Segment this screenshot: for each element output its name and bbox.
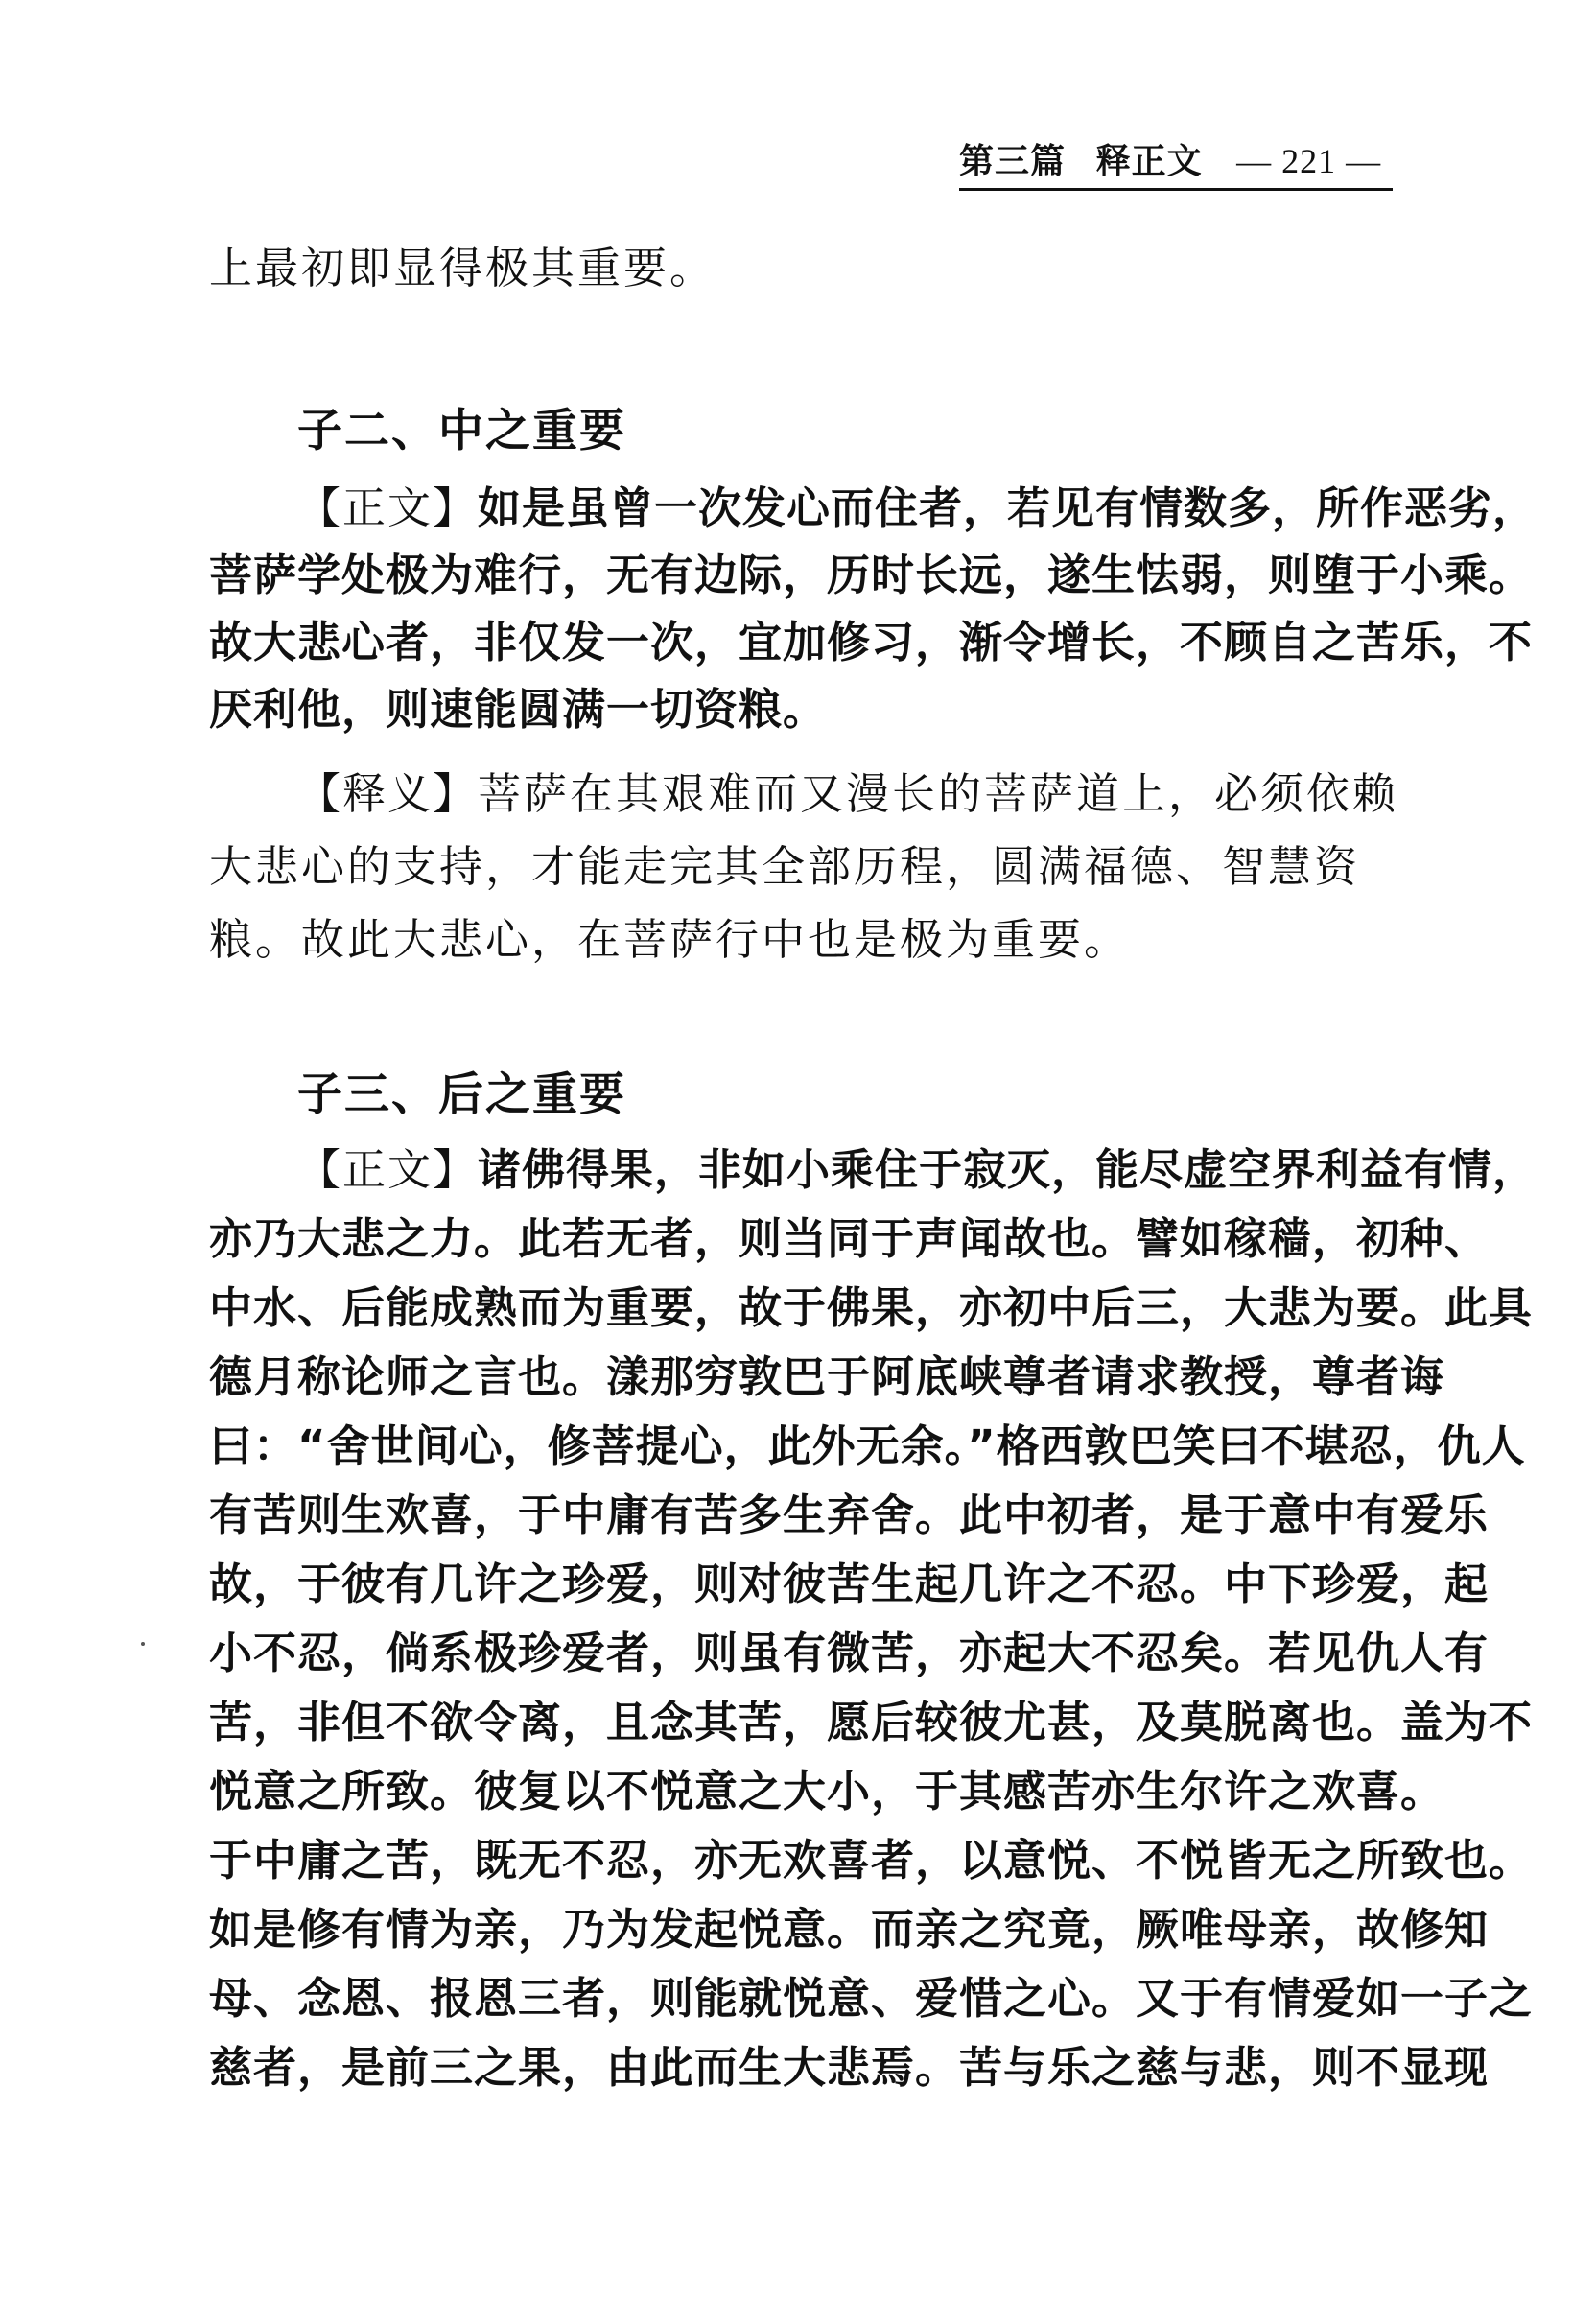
- section3-zhengwen-line-4: 德月称论师之言也。漾那穷敦巴于阿底峡尊者请求教授，尊者诲: [209, 1351, 1445, 1402]
- section3-heading: 子三、后之重要: [297, 1068, 626, 1121]
- section3-zhengwen-line-8: 小不忍，倘系极珍爱者，则虽有微苦，亦起大不忍矣。若见仇人有: [209, 1628, 1490, 1678]
- section3-zhengwen-line-12: 如是修有情为亲，乃为发起悦意。而亲之究竟，厥唯母亲，故修知: [209, 1904, 1490, 1955]
- section3-zhengwen-line-6: 有苦则生欢喜，于中庸有苦多生弃舍。此中初者，是于意中有爱乐: [209, 1489, 1490, 1540]
- section3-zhengwen-text-1: 诸佛得果，非如小乘住于寂灭，能尽虚空界利益有情，: [478, 1144, 1537, 1195]
- section3-zhengwen-line-5: 曰：“舍世间心，修菩提心，此外无余。”格西敦巴笑曰不堪忍，仇人: [209, 1420, 1526, 1471]
- section3-zhengwen-line-13: 母、念恩、报恩三者，则能就悦意、爱惜之心。又于有情爱如一子之: [209, 1973, 1534, 2024]
- section2-shiyi-line-2: 大悲心的支持，才能走完其全部历程，圆满福德、智慧资: [209, 841, 1361, 892]
- header-chapter: 第三篇: [959, 142, 1067, 181]
- section2-heading: 子二、中之重要: [297, 405, 626, 457]
- section2-shiyi-line-1: [209, 765, 1483, 823]
- section2-zhengwen-text-1: 如是虽曾一次发心而住者，若见有情数多，所作恶劣，: [478, 482, 1537, 533]
- section2-zhengwen-line-2: 菩萨学处极为难行，无有边际，历时长远，遂生怯弱，则堕于小乘。: [209, 550, 1534, 600]
- running-header: [959, 134, 1393, 191]
- section2-zhengwen-line-4: 厌利他，则速能圆满一切资粮。: [209, 684, 828, 735]
- section3-zhengwen-line-2: 亦乃大悲之力。此若无者，则当同于声闻故也。譬如稼穑，初种、: [209, 1213, 1490, 1264]
- section3-zhengwen-line-7: 故，于彼有几许之珍爱，则对彼苦生起几许之不忍。中下珍爱，起: [209, 1559, 1490, 1609]
- zhengwen-label: 【正文】: [297, 1144, 479, 1195]
- section3-zhengwen-line-3: 中水、后能成熟而为重要，故于佛果，亦初中后三，大悲为要。此具: [209, 1282, 1534, 1333]
- page-number: — 221 —: [1236, 142, 1382, 180]
- section2-shiyi-text-1: 菩萨在其艰难而又漫长的菩萨道上，必须依赖: [478, 768, 1399, 819]
- section3-zhengwen-line-10: 悦意之所致。彼复以不悦意之大小，于其感苦亦生尔许之欢喜。: [209, 1766, 1445, 1817]
- section3-zhengwen-line-14: 慈者，是前三之果，由此而生大悲焉。苦与乐之慈与悲，则不显现: [209, 2042, 1490, 2093]
- section2-shiyi-line-3: 粮。故此大悲心，在菩萨行中也是极为重要。: [209, 914, 1131, 965]
- shiyi-label: 【释义】: [297, 768, 479, 819]
- intro-line: 上最初即显得极其重要。: [209, 243, 716, 293]
- section2-zhengwen-line-1: [209, 480, 1537, 537]
- section2-zhengwen-line-3: 故大悲心者，非仅发一次，宜加修习，渐令增长，不顾自之苦乐，不: [209, 617, 1534, 668]
- zhengwen-label: 【正文】: [297, 482, 479, 533]
- section3-zhengwen-line-1: [209, 1141, 1537, 1199]
- section3-zhengwen-line-9: 苦，非但不欲令离，且念其苦，愿后较彼尤甚，及莫脱离也。盖为不: [209, 1697, 1534, 1747]
- scan-speck: [141, 1642, 145, 1646]
- section3-zhengwen-line-11: 于中庸之苦，既无不忍，亦无欢喜者，以意悦、不悦皆无之所致也。: [209, 1835, 1534, 1886]
- header-section: 释正文: [1095, 142, 1203, 181]
